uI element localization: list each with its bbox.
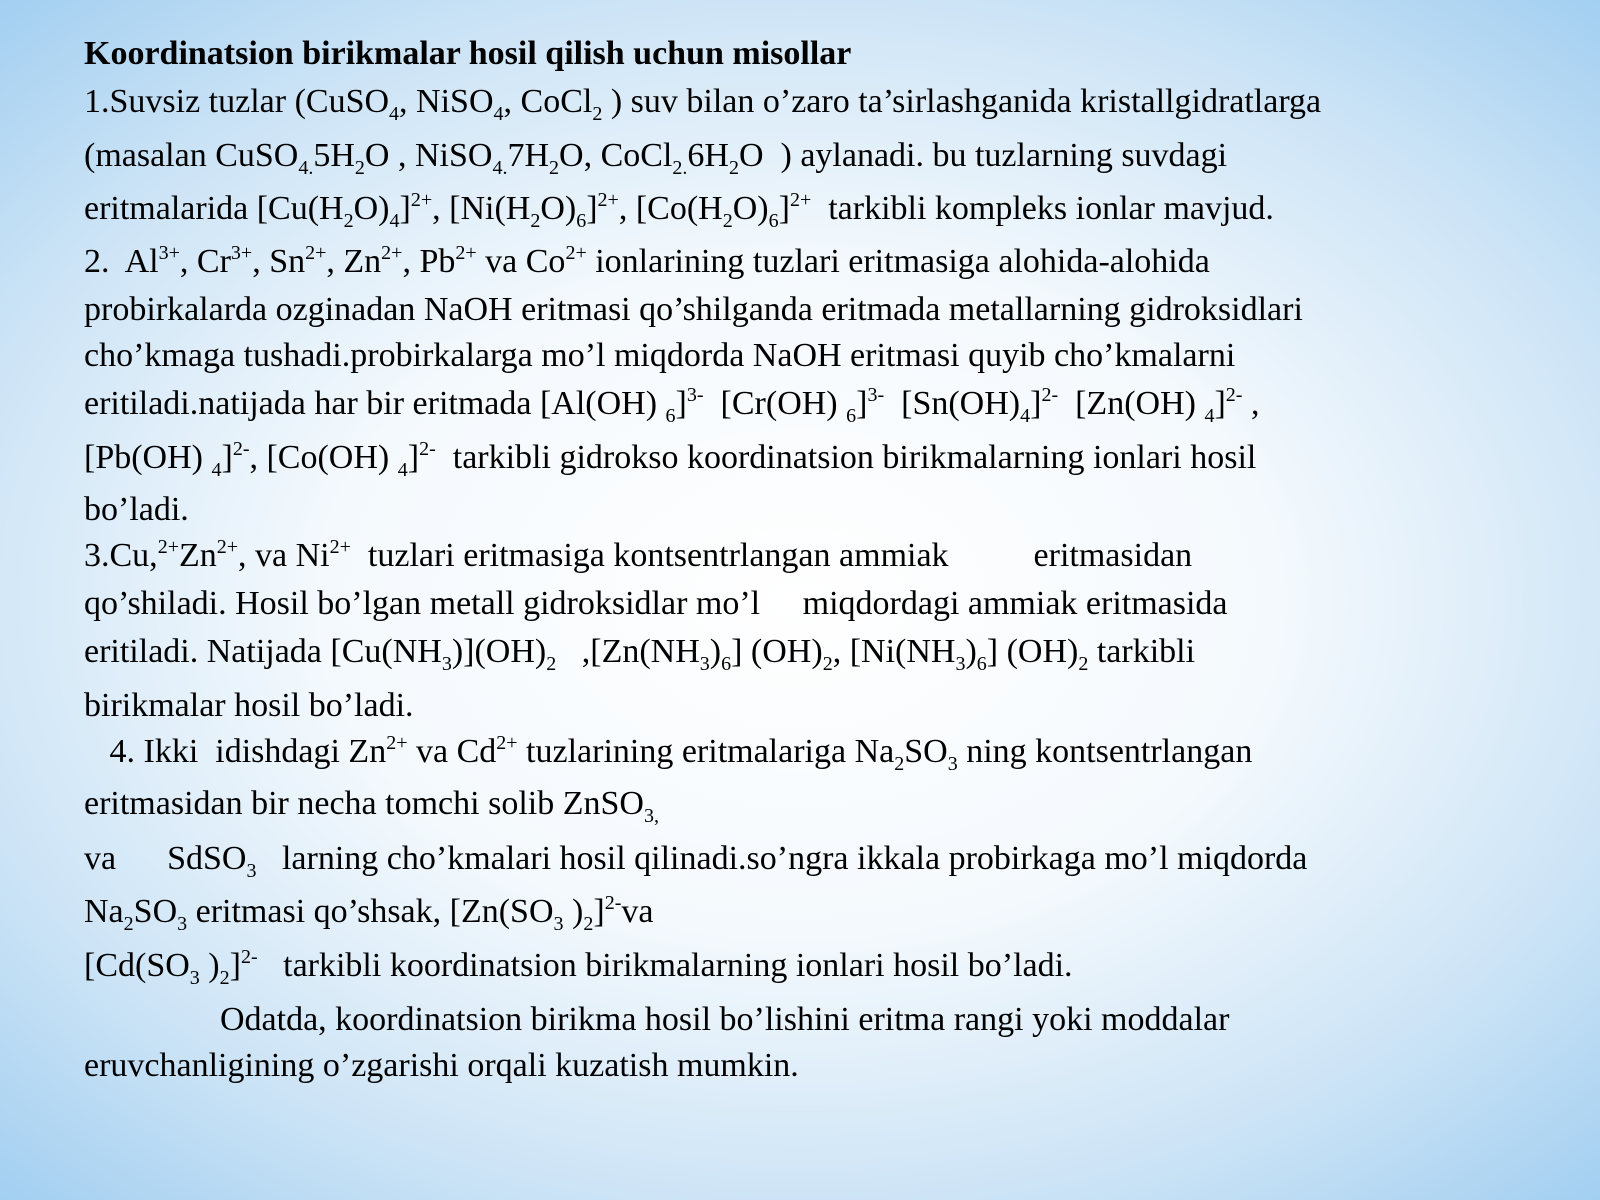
text-run: , Pb bbox=[402, 243, 456, 280]
text-run: ] bbox=[229, 947, 241, 984]
text-run: [Zn(OH) bbox=[1058, 385, 1205, 422]
text-line bbox=[84, 1046, 799, 1086]
superscript: 2+ bbox=[410, 189, 433, 211]
text-run: ] bbox=[856, 385, 868, 422]
text-line bbox=[84, 686, 414, 726]
text-run: eritiladi.natijada har bir eritmada [Al(OH) bbox=[84, 385, 666, 422]
text-run: SO bbox=[904, 733, 948, 770]
subscript: 3 bbox=[699, 653, 710, 675]
text-run: , Sn bbox=[252, 243, 306, 280]
text-run: 4. Ikki idishdagi Zn bbox=[84, 733, 387, 770]
superscript: 2+ bbox=[565, 242, 587, 264]
subscript: . bbox=[682, 157, 688, 179]
text-line bbox=[84, 438, 1257, 481]
subscript: 2 bbox=[354, 157, 365, 179]
superscript: 2+ bbox=[789, 189, 812, 211]
text-line bbox=[84, 892, 654, 935]
subscript: 2 bbox=[546, 653, 557, 675]
text-run: ] bbox=[593, 893, 605, 930]
text-run: O) bbox=[732, 190, 769, 227]
subscript: 3 bbox=[553, 913, 564, 935]
superscript: 3- bbox=[867, 384, 885, 406]
text-run: Koordinatsion birikmalar hosil qilish uchun misollar bbox=[84, 35, 852, 72]
superscript: 3+ bbox=[158, 242, 180, 264]
subscript: 4 bbox=[1204, 405, 1215, 427]
text-run: ] bbox=[1030, 385, 1042, 422]
superscript: 2+ bbox=[386, 732, 408, 754]
text-run: ] bbox=[586, 190, 598, 227]
subscript: 4 bbox=[492, 157, 503, 179]
subscript: 6 bbox=[665, 405, 676, 427]
text-run: ) bbox=[709, 633, 722, 670]
superscript: 3- bbox=[686, 384, 704, 406]
superscript: 2+ bbox=[496, 732, 518, 754]
subscript: 4 bbox=[1020, 405, 1031, 427]
superscript: 2- bbox=[604, 892, 622, 914]
text-run: tuzlari eritmasiga kontsentrlangan ammiak eritmasidan bbox=[350, 537, 1193, 574]
text-line bbox=[84, 336, 1235, 376]
superscript: 2- bbox=[1041, 384, 1059, 406]
text-run: ] (OH) bbox=[731, 633, 823, 670]
text-run: , va Ni bbox=[238, 537, 330, 574]
text-run: [Cd(SO bbox=[84, 947, 190, 984]
text-run: , NiSO bbox=[399, 83, 494, 120]
superscript: 2+ bbox=[455, 242, 477, 264]
text-run: ) bbox=[563, 893, 584, 930]
text-run: va Cd bbox=[407, 733, 497, 770]
text-run: , bbox=[1242, 385, 1260, 422]
text-run: tarkibli kompleks ionlar mavjud. bbox=[811, 190, 1274, 227]
text-run: tarkibli bbox=[1088, 633, 1196, 670]
text-run: , [Co(OH) bbox=[249, 439, 398, 476]
subscript: . bbox=[502, 157, 508, 179]
text-line bbox=[84, 732, 1253, 775]
text-run: [Sn(OH) bbox=[884, 385, 1021, 422]
text-line bbox=[84, 784, 659, 827]
text-run: tuzlarining eritmalariga Na bbox=[517, 733, 895, 770]
text-run: [Pb(OH) bbox=[84, 439, 212, 476]
text-run: ] bbox=[407, 439, 420, 476]
text-run: ] bbox=[221, 439, 233, 476]
text-line bbox=[84, 1000, 1229, 1040]
text-run: larning cho’kmalari hosil qilinadi.so’ngra ikkala probirkaga mo’l miqdorda bbox=[256, 840, 1308, 877]
subscript: 2 bbox=[592, 103, 603, 125]
superscript: 2+ bbox=[216, 536, 239, 558]
text-run: 7H bbox=[507, 137, 550, 174]
subscript: 2 bbox=[1078, 653, 1089, 675]
subscript: 3 bbox=[947, 753, 958, 775]
text-line bbox=[84, 946, 1073, 989]
text-run: O ) aylanadi. bu tuzlarning suvdagi bbox=[738, 137, 1228, 174]
text-run: bo’ladi. bbox=[84, 491, 189, 528]
text-run: tarkibli gidrokso koordinatsion birikmalarning ionlari hosil bbox=[435, 439, 1257, 476]
text-run: ] bbox=[675, 385, 687, 422]
subscript: 2 bbox=[343, 210, 354, 232]
subscript: 3 bbox=[177, 913, 188, 935]
subscript: 3 bbox=[189, 967, 200, 989]
text-run: cho’kmaga tushadi.probirkalarga mo’l miqdorda NaOH eritmasi quyib cho’kmalarni bbox=[84, 337, 1236, 374]
superscript: 2- bbox=[1225, 384, 1243, 406]
text-run: Odatda, koordinatsion birikma hosil bo’lishini eritma rangi yoki moddalar bbox=[84, 1001, 1230, 1038]
text-run: O , NiSO bbox=[364, 137, 493, 174]
subscript: 4 bbox=[298, 157, 309, 179]
text-run: ) bbox=[965, 633, 977, 670]
subscript: 4 bbox=[211, 459, 222, 481]
text-run: 6H bbox=[687, 137, 729, 174]
text-run: , Cr bbox=[179, 243, 231, 280]
superscript: 3+ bbox=[230, 242, 253, 264]
text-run: O, CoCl bbox=[559, 137, 673, 174]
text-run: ) suv bilan o’zaro ta’sirlashganida kristallgidratlarga bbox=[602, 83, 1322, 120]
text-run: ] bbox=[778, 190, 790, 227]
superscript: 2- bbox=[232, 438, 250, 460]
text-line bbox=[84, 242, 1210, 282]
subscript: 4 bbox=[493, 103, 504, 125]
text-run: ] bbox=[399, 190, 411, 227]
text-run: ionlarining tuzlari eritmasiga alohida-alohida bbox=[586, 243, 1210, 280]
text-run: Na bbox=[84, 893, 124, 930]
text-run: )](OH) bbox=[451, 633, 547, 670]
subscript: 4 bbox=[397, 459, 408, 481]
text-run: eritmasidan bir necha tomchi solib ZnSO bbox=[84, 785, 644, 822]
subscript: 2 bbox=[672, 157, 683, 179]
superscript: 2- bbox=[419, 438, 436, 460]
text-run: qo’shiladi. Hosil bo’lgan metall gidroksidlar mo’l miqdordagi ammiak eritmasida bbox=[84, 585, 1228, 622]
subscript: 2 bbox=[219, 967, 230, 989]
text-line bbox=[84, 384, 1260, 427]
text-line bbox=[84, 189, 1274, 232]
text-run: , [Ni(NH bbox=[832, 633, 956, 670]
subscript: 6 bbox=[721, 653, 732, 675]
superscript: 2+ bbox=[329, 536, 351, 558]
text-run: 5H bbox=[313, 137, 355, 174]
subscript: 2 bbox=[894, 753, 905, 775]
subscript: 2 bbox=[530, 210, 541, 232]
text-run: 2. Al bbox=[84, 243, 159, 280]
subscript: 3 bbox=[441, 653, 452, 675]
text-run: va SdSO bbox=[84, 840, 247, 877]
text-run: va bbox=[621, 893, 654, 930]
text-line bbox=[84, 490, 189, 530]
text-run: ) bbox=[199, 947, 220, 984]
subscript: 3 bbox=[246, 860, 257, 882]
text-run: eritmasi qo’shsak, [Zn(SO bbox=[187, 893, 554, 930]
text-run: probirkalarda ozginadan NaOH eritmasi qo’shilganda eritmada metallarning gidroksidlari bbox=[84, 291, 1303, 328]
text-run: eruvchanligining o’zgarishi orqali kuzatish mumkin. bbox=[84, 1047, 799, 1084]
text-run: O) bbox=[353, 190, 390, 227]
subscript: 2 bbox=[722, 210, 733, 232]
text-run: [Cr(OH) bbox=[703, 385, 847, 422]
text-line bbox=[84, 632, 1196, 675]
text-run: birikmalar hosil bo’ladi. bbox=[84, 687, 414, 724]
subscript: 2 bbox=[123, 913, 134, 935]
text-line bbox=[84, 290, 1303, 330]
superscript: 2- bbox=[240, 946, 258, 968]
text-line bbox=[84, 839, 1308, 882]
text-run: tarkibli koordinatsion birikmalarning ionlari hosil bo’ladi. bbox=[257, 947, 1073, 984]
subscript: 6 bbox=[768, 210, 779, 232]
text-run: , [Ni(H bbox=[432, 190, 531, 227]
subscript: . bbox=[308, 157, 314, 179]
subscript: 6 bbox=[976, 653, 987, 675]
text-line bbox=[84, 536, 1192, 576]
text-run: ning kontsentrlangan bbox=[957, 733, 1253, 770]
text-run: eritmalarida [Cu(H bbox=[84, 190, 344, 227]
subscript: 3, bbox=[643, 805, 659, 827]
text-run: , Zn bbox=[326, 243, 382, 280]
text-run: , [Co(H bbox=[618, 190, 723, 227]
text-run: ] bbox=[1214, 385, 1226, 422]
subscript: 2 bbox=[583, 913, 594, 935]
subscript: 6 bbox=[576, 210, 587, 232]
text-line bbox=[84, 136, 1228, 179]
subscript: 6 bbox=[846, 405, 857, 427]
text-run: ,[Zn(NH bbox=[556, 633, 700, 670]
subscript: 2 bbox=[549, 157, 560, 179]
text-run: (masalan CuSO bbox=[84, 137, 299, 174]
text-run: eritiladi. Natijada [Cu(NH bbox=[84, 633, 442, 670]
superscript: 2+ bbox=[157, 536, 179, 558]
text-run: 1.Suvsiz tuzlar (CuSO bbox=[84, 83, 390, 120]
text-run: , CoCl bbox=[503, 83, 593, 120]
text-run: 3.Cu, bbox=[84, 537, 158, 574]
subscript: 3 bbox=[955, 653, 966, 675]
subscript: 2 bbox=[822, 653, 833, 675]
text-line bbox=[84, 82, 1322, 125]
slide-title bbox=[84, 34, 851, 74]
text-run: SO bbox=[133, 893, 178, 930]
text-run: O) bbox=[540, 190, 577, 227]
superscript: 2+ bbox=[381, 242, 403, 264]
subscript: 2 bbox=[728, 157, 739, 179]
text-run: va Co bbox=[476, 243, 566, 280]
subscript: 4 bbox=[389, 210, 400, 232]
text-run: ] (OH) bbox=[986, 633, 1079, 670]
superscript: 2+ bbox=[305, 242, 327, 264]
superscript: 2+ bbox=[597, 189, 619, 211]
text-run: Zn bbox=[178, 537, 217, 574]
text-line bbox=[84, 584, 1228, 624]
subscript: 4 bbox=[389, 103, 400, 125]
